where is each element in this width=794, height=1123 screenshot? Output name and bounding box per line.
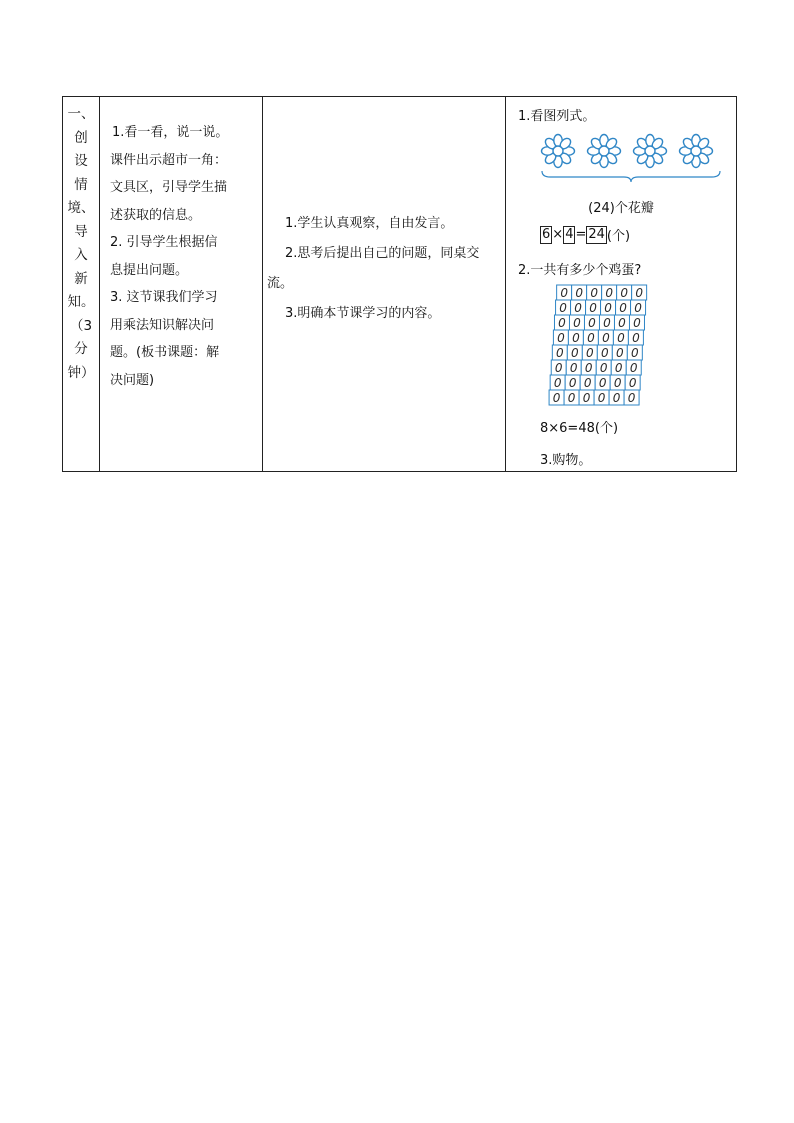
egg-icon: 0: [632, 331, 640, 345]
teacher-line: 3. 这节课我们学习: [110, 290, 218, 305]
egg-icon: 0: [633, 316, 641, 330]
egg-icon: 0: [567, 391, 576, 405]
egg-icon: 0: [600, 346, 609, 360]
equation-2: 8×6=48(个): [540, 421, 619, 436]
stage-char: 情: [74, 176, 88, 193]
egg-icon: 0: [574, 301, 582, 315]
egg-icon: 0: [614, 361, 623, 375]
petals-note: (24)个花瓣: [588, 201, 654, 216]
teacher-line: 息提出问题。: [110, 262, 189, 278]
stage-char: 创: [74, 129, 88, 146]
student-activity-cell: [263, 97, 506, 472]
flower-icon: [588, 135, 621, 168]
teacher-activity: [100, 97, 262, 394]
teacher-activity-cell: [100, 97, 263, 472]
teacher-line: 2. 引导学生根据信: [110, 235, 218, 250]
egg-icon: 0: [627, 391, 636, 405]
egg-icon: 0: [559, 301, 567, 315]
teacher-line: 文具区，引导学生描: [110, 180, 228, 195]
times-sign: ×: [552, 227, 564, 242]
egg-icon: 0: [620, 286, 628, 300]
teacher-line: 题。(板书课题：解: [110, 345, 220, 360]
egg-icon: 0: [589, 301, 597, 315]
egg-icon: 0: [569, 361, 578, 375]
flowers-illustration: [540, 133, 722, 169]
stage-char: 一、: [67, 106, 95, 122]
student-activity: [263, 97, 505, 329]
student-line-1: 1.学生认真观察，自由发言。: [285, 216, 454, 231]
egg-icon: 0: [582, 391, 591, 405]
egg-icon: 0: [617, 331, 625, 345]
egg-icon: 0: [572, 331, 580, 345]
flower-icon: [680, 135, 713, 168]
egg-icon: 0: [588, 316, 596, 330]
egg-icon: 0: [605, 286, 613, 300]
question-3: 3.购物。: [540, 453, 592, 468]
factor-a-box: 6: [542, 226, 551, 242]
egg-icon: 0: [619, 301, 627, 315]
factor-b-box: 4: [565, 226, 574, 242]
stage-char: 钟）: [67, 364, 95, 381]
stage-char: 新: [74, 270, 88, 287]
egg-icon: 0: [584, 361, 593, 375]
egg-icon: 0: [615, 346, 624, 360]
egg-icon: 0: [635, 286, 643, 300]
egg-icon: 0: [568, 376, 577, 390]
egg-icon: 0: [583, 376, 592, 390]
egg-icon: 0: [599, 361, 608, 375]
egg-icon: 0: [585, 346, 594, 360]
stage-char: （3: [69, 317, 93, 334]
stage-cell: [63, 97, 100, 472]
stage-char: 境、: [67, 200, 95, 216]
teacher-line: 课件出示超市一角：: [110, 152, 228, 168]
student-line-2: 2.思考后提出自己的问题，同桌交流。: [267, 246, 480, 291]
egg-grid-illustration: [542, 283, 652, 409]
egg-icon: 0: [557, 331, 565, 345]
egg-icon: 0: [570, 346, 579, 360]
brace-icon: [540, 169, 722, 183]
egg-icon: 0: [628, 376, 637, 390]
stage-char: 知。: [67, 294, 95, 310]
egg-icon: 0: [603, 316, 611, 330]
egg-icon: 0: [602, 331, 610, 345]
lesson-plan-table: [62, 96, 737, 472]
teacher-line: 决问题): [110, 372, 155, 388]
egg-icon: 0: [618, 316, 626, 330]
egg-icon: 0: [612, 391, 621, 405]
question-2: 2.一共有多少个鸡蛋?: [518, 263, 642, 278]
egg-icon: 0: [555, 346, 564, 360]
egg-icon: 0: [554, 361, 563, 375]
student-line-3: 3.明确本节课学习的内容。: [285, 306, 441, 321]
board-content: [506, 97, 736, 471]
egg-icon: 0: [573, 316, 581, 330]
stage-char: 分: [74, 341, 88, 357]
flower-icon: [542, 135, 575, 168]
equation-1: [540, 225, 630, 244]
flower-icon: [634, 135, 667, 168]
teacher-line: 用乘法知识解决问: [110, 317, 215, 333]
egg-icon: 0: [597, 391, 606, 405]
unit-label: (个): [606, 229, 631, 244]
stage-char: 入: [74, 247, 88, 263]
egg-icon: 0: [552, 391, 561, 405]
egg-icon: 0: [630, 346, 639, 360]
stage-char: 导: [74, 223, 88, 240]
egg-icon: 0: [590, 286, 598, 300]
egg-icon: 0: [558, 316, 566, 330]
egg-icon: 0: [575, 286, 583, 300]
egg-icon: 0: [629, 361, 638, 375]
stage-title: [63, 97, 99, 385]
egg-icon: 0: [598, 376, 607, 390]
question-1: 1.看图列式。: [518, 109, 596, 124]
teacher-line: 1.看一看，说一说。: [112, 125, 229, 140]
egg-icon: 0: [634, 301, 642, 315]
equals-sign: =: [575, 227, 587, 242]
teacher-line: 述获取的信息。: [110, 207, 202, 223]
board-cell: [506, 97, 737, 472]
egg-icon: 0: [560, 286, 568, 300]
egg-icon: 0: [587, 331, 595, 345]
result-box: 24: [588, 226, 605, 242]
egg-icon: 0: [553, 376, 562, 390]
stage-char: 设: [74, 153, 88, 169]
egg-icon: 0: [613, 376, 622, 390]
egg-icon: 0: [604, 301, 612, 315]
